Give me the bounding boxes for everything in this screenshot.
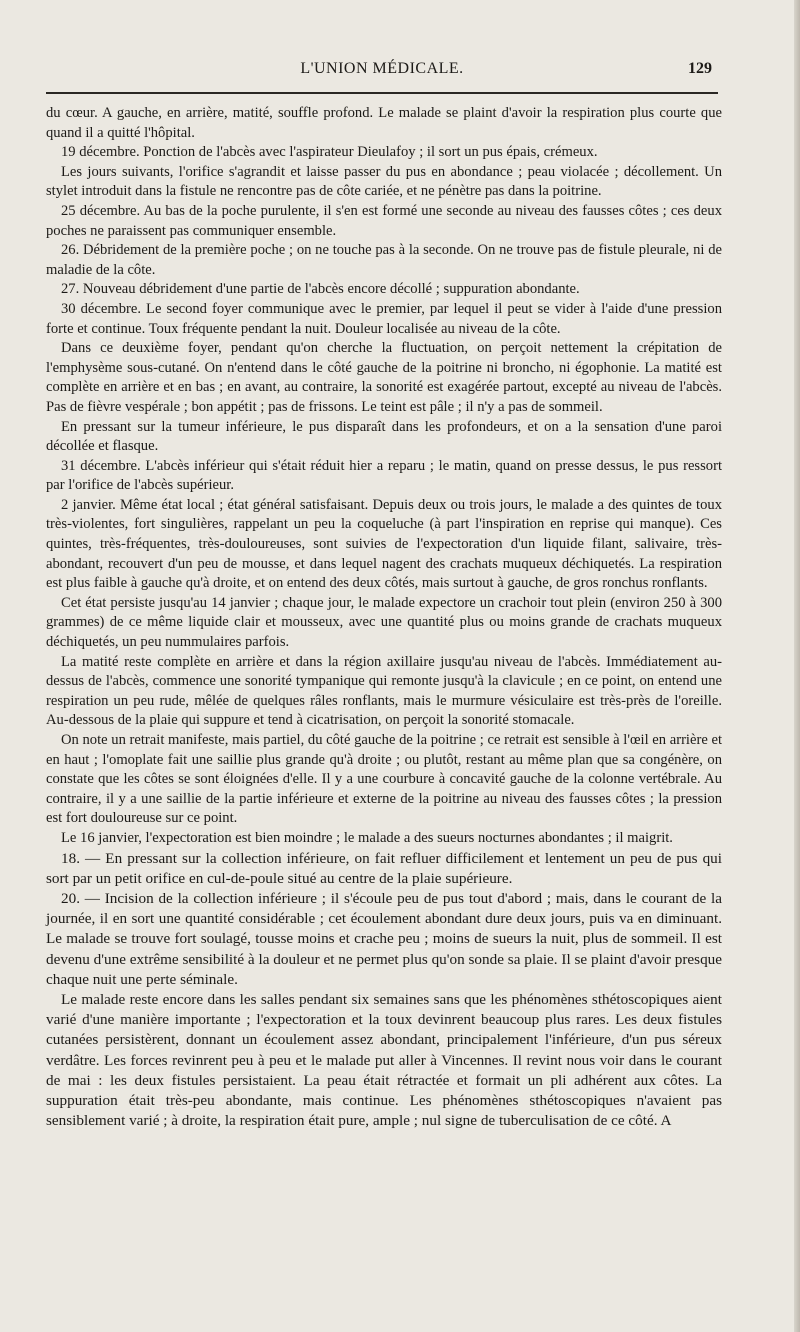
paragraph: On note un retrait manifeste, mais partiel, du côté gauche de la poitrine ; ce retrait est sensible à l'œil en arrière et en haut ; l'omoplate fait une saillie plus grande qu'à droite ; ou plutôt, restant au même plan que sa congénère, on constate que les côtes se sont éloignées d'elle. Il y a une courbure à concavité gauche de la colonne vertébrale. Au contraire, il y a une saillie de la partie inférieure et externe de la poitrine au niveau des fausses côtes ; la pression est fort douloureuse sur ce point. bbox=[46, 732, 722, 827]
page-number: 129 bbox=[688, 60, 712, 77]
page-header bbox=[48, 60, 716, 84]
paragraph: Le malade reste encore dans les salles pendant six semaines sans que les phénomènes sthétoscopiques aient varié d'une manière importante ; l'expectoration et la toux devinrent beaucoup plus rares. Les deux fistules cutanées persistèrent, donnant un écoulement assez abondant, principalement l'inférieure, d'un pus séreux verdâtre. Les forces revinrent peu à peu et le malade put aller à Vincennes. Il revint nous voir dans le courant de mai : les deux fistules persistaient. La peau était rétractée et formait un pli adhérent aux côtes. La suppuration était très-peu abondante, mais continue. Les phénomènes sthétoscopiques n'avaient pas sensiblement varié ; à droite, la respiration était pure, ample ; nul signe de tuberculisation de ce côté. A bbox=[46, 990, 722, 1130]
body-text bbox=[46, 104, 722, 1131]
paragraph: Le 16 janvier, l'expectoration est bien moindre ; le malade a des sueurs nocturnes abondantes ; il maigrit. bbox=[61, 829, 673, 846]
paragraph: Dans ce deuxième foyer, pendant qu'on cherche la fluctuation, on perçoit nettement la crépitation de l'emphysème sous-cutané. On n'entend dans le côté gauche de la poitrine ni broncho, ni égophonie. La matité est complète en arrière et en bas ; en avant, au contraire, la sonorité est exagérée partout, excepté au niveau de l'abcès. Pas de fièvre vespérale ; bon appétit ; pas de frissons. Le teint est pâle ; il n'y a pas de sommeil. bbox=[46, 340, 722, 415]
paragraph: 31 décembre. L'abcès inférieur qui s'était réduit hier a reparu ; le matin, quand on presse dessus, le pus ressort par l'orifice de l'abcès supérieur. bbox=[46, 457, 722, 494]
paragraph: 20. — Incision de la collection inférieure ; il s'écoule peu de pus tout d'abord ; mais, dans le courant de la journée, il en sort une quantité considérable ; cet écoulement abondant dure deux jours, puis va en diminuant. Le malade se trouve fort soulagé, tousse moins et crache peu ; moins de sueurs la nuit, plus de sommeil. Il est devenu d'une extrême sensibilité à la douleur et ne permet plus qu'on sonde sa plaie. Il se plaint d'avoir presque chaque nuit une perte séminale. bbox=[46, 889, 722, 988]
header-rule bbox=[46, 92, 718, 94]
running-title: L'UNION MÉDICALE. bbox=[300, 60, 464, 77]
paragraph: 30 décembre. Le second foyer communique avec le premier, par lequel il peut se vider à l'aide d'une pression forte et continue. Toux fréquente pendant la nuit. Douleur localisée au niveau de la côte. bbox=[46, 300, 722, 337]
paragraph: Cet état persiste jusqu'au 14 janvier ; chaque jour, le malade expectore un crachoir tout plein (environ 250 à 300 grammes) de ce même liquide clair et mousseux, avec une quantité plus ou moins grande de crachats muqueux déchiquetés, un peu nummulaires parfois. bbox=[46, 594, 722, 651]
paragraph: 27. Nouveau débridement d'une partie de l'abcès encore décollé ; suppuration abondante. bbox=[61, 281, 580, 298]
paragraph: 26. Débridement de la première poche ; on ne touche pas à la seconde. On ne trouve pas de fistule pleurale, ni de maladie de la côte. bbox=[46, 242, 722, 278]
paragraph: Les jours suivants, l'orifice s'agrandit et laisse passer du pus en abondance ; peau violacée ; décollement. Un stylet introduit dans la fistule ne rencontre pas de côte cariée, et ne pénètre pas dans la poitrine. bbox=[46, 163, 722, 200]
paragraph: 18. — En pressant sur la collection inférieure, on fait refluer difficilement et lentement un peu de pus qui sort par un petit orifice en cul-de-poule situé au centre de la plaie supérieure. bbox=[46, 849, 722, 887]
paragraph: 25 décembre. Au bas de la poche purulente, il s'en est formé une seconde au niveau des fausses côtes ; ces deux poches ne paraissent pas communiquer ensemble. bbox=[46, 202, 722, 239]
paragraph: La matité reste complète en arrière et dans la région axillaire jusqu'au niveau de l'abcès. Immédiatement au-dessus de l'abcès, commence une sonorité tympanique qui remonte jusqu'à la clavicule ; en ce point, on entend une respiration un peu rude, mêlée de quelques râles ronflants, mais le murmure vésiculaire est très-près de l'oreille. Au-dessous de la plaie qui suppure et tend à cicatrisation, on perçoit la sonorité stomacale. bbox=[46, 653, 722, 729]
paragraph: du cœur. A gauche, en arrière, matité, souffle profond. Le malade se plaint d'avoir la respiration plus courte que quand il a quitté l'hôpital. bbox=[46, 105, 722, 141]
paragraph: 2 janvier. Même état local ; état général satisfaisant. Depuis deux ou trois jours, le malade a des quintes de toux très-violentes, fort singulières, rappelant un peu la coqueluche (à part l'inspiration en reprise qui manque). Ces quintes, très-fréquentes, très-douloureuses, sont suivies de l'expectoration d'un liquide filant, salivaire, très-abondant, recouvert d'un peu de mousse, et dans lequel nagent des crachats muqueux déchiquetés. La respiration est plus faible à gauche qu'à droite, et on entend des deux côtés, mais surtout à gauche, de gros ronchus ronflants. bbox=[46, 496, 722, 592]
page-edge-shadow bbox=[794, 0, 800, 1332]
paragraph: 19 décembre. Ponction de l'abcès avec l'aspirateur Dieulafoy ; il sort un pus épais, crémeux. bbox=[61, 144, 598, 161]
paragraph: En pressant sur la tumeur inférieure, le pus disparaît dans les profondeurs, et on a la sensation d'une paroi décollée et flasque. bbox=[46, 418, 722, 455]
